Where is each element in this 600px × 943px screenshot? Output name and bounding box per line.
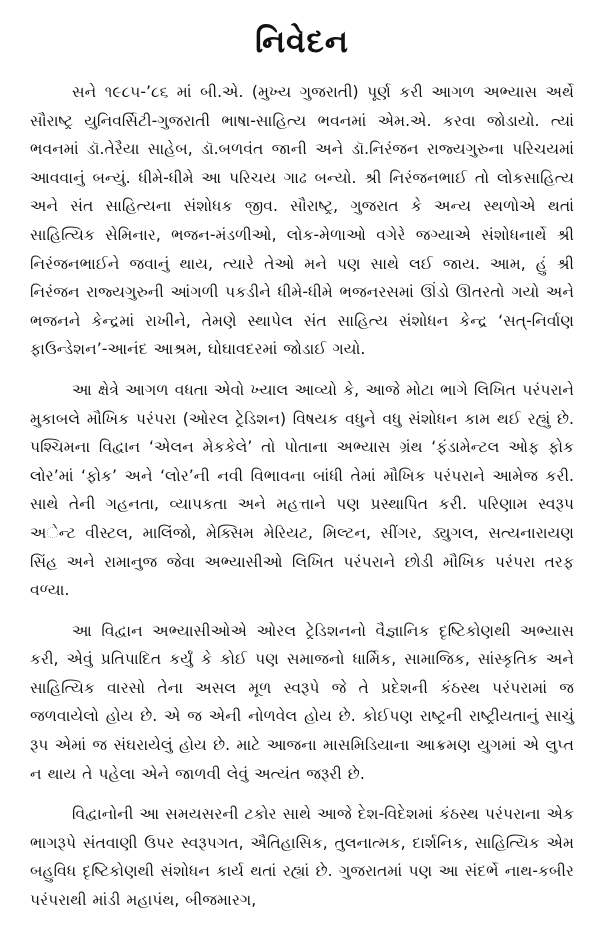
paragraph-1: સને ૧૯૮૫-’૮૬ માં બી.એ. (મુખ્ય ગુજરાતી) પૂર્ણ કરી આગળ અભ્યાસ અર્થે સૌરાષ્ટ્ર યુનિવર્સિટી-ગુજરાતી ભાષા-સાહિત્ય ભવનમાં એમ.એ. કરવા જોડાયો. ત્યાં ભવનમાં ડૉ.તેરૈયા સાહેબ, ડૉ.બળવંત જાની અને ડૉ.નિરંજન રાજ્યગુરુના પરિચયમાં આવવાનું બન્યું. ધીમે-ધીમે આ પરિચય ગાઢ બન્યો. શ્રી નિરંજનભાઈ તો લોકસાહિત્ય અને સંત સાહિત્યના સંશોધક જીવ. સૌરાષ્ટ્ર, ગુજરાત કે અન્ય સ્થળોએ થતાં સાહિત્યિક સેમિનાર, ભજન-મંડળીઓ, લોક-મેળાઓ વગેરે જગ્યાએ સંશોધનાર્થે શ્રી નિરંજનભાઈને જવાનું થાય, ત્યારે તેઓ મને પણ સાથે લઈ જાય. આમ, હું શ્રી નિરંજન રાજ્યગુરુની આંગળી પકડીને ધીમે-ધીમે ભજનરસમાં ઊંડો ઊતરતો ગયો અને ભજનને કેન્દ્રમાં રાખીને, તેમણે સ્થાપેલ સંત સાહિત્ય સંશોધન કેન્દ્ર ‘સત્-નિર્વાણ ફાઉન્ડેશન’-આનંદ આશ્રમ, ઘોઘાવદરમાં જોડાઈ ગયો. [30, 83, 574, 359]
paragraph-2: આ ક્ષેત્રે આગળ વધતા એવો ખ્યાલ આવ્યો કે, આજે મોટા ભાગે લિખિત પરંપરાને મુકાબલે મૌખિક પરંપરા (ઓરલ ટ્રેડિશન) વિષયક વધુને વધુ સંશોધન કામ થઈ રહ્યું છે. પશ્ચિમના વિદ્વાન ‘એલન મેકકેલે’ તો પોતાના અભ્યાસ ગ્રંથ ‘ફંડામેન્ટલ ઓફ ફોક લોર’માં ‘ફોક’ અને ‘લોર’ની નવી વિભાવના બાંધી તેમાં મૌખિક પરંપરાને આમેજ કરી. સાથે તેની ગહનતા, વ્યાપકતા અને મહત્તાને પણ પ્રસ્થાપિત કરી. પરિણામ સ્વરૂપ અેન્ટ વીસ્ટલ, માલિંજો, મેક્સિમ મેરિયટ, મિલ્ટન, સીંગર, ડ્યુગલ, સત્યનારાયણ સિંહ અને રામાનુજ જેવા અભ્યાસીઓ લિખિત પરંપરાને છોડી મૌખિક પરંપરા તરફ વળ્યા. [30, 380, 574, 600]
paragraph-3: આ વિદ્વાન અભ્યાસીઓએ ઓરલ ટ્રેડિશનનો વૈજ્ઞાનિક દૃષ્ટિકોણથી અભ્યાસ કરી, એવું પ્રતિપાદિત કર્યું કે કોઈ પણ સમાજનો ધાર્મિક, સામાજિક, સાંસ્કૃતિક અને સાહિત્યિક વારસો તેના અસલ મૂળ સ્વરૂપે જે તે પ્રદેશની કંઠસ્થ પરંપરામાં જ જળવાયેલો હોય છે. એ જ એની નોળવેલ હોય છે. કોઈપણ રાષ્ટ્રની રાષ્ટ્રીયતાનું સાચું રૂપ એમાં જ સંઘરાયેલું હોય છે. માટે આજના માસમિડિયાના આક્રમણ યુગમાં એ લુપ્ત ન થાય તે પહેલા એને જાળવી લેવું અત્યંત જરૂરી છે. [30, 621, 574, 783]
paragraph-4: વિદ્વાનોની આ સમયસરની ટકોર સાથે આજે દેશ-વિદેશમાં કંઠસ્થ પરંપરાના એક ભાગરૂપે સંતવાણી ઉપર સ્વરૂપગત, ઐતિહાસિક, તુલનાત્મક, દાર્શનિક, સાહિત્યિક એમ બહુવિધ દૃષ્ટિકોણથી સંશોધન કાર્ય થતાં રહ્યાં છે. ગુજરાતમાં પણ આ સંદર્ભે નાથ-કબીર પરંપરાથી માંડી મહાપંથ, બીજમારગ, [30, 805, 574, 910]
page-title: નિવેદન [255, 24, 349, 60]
